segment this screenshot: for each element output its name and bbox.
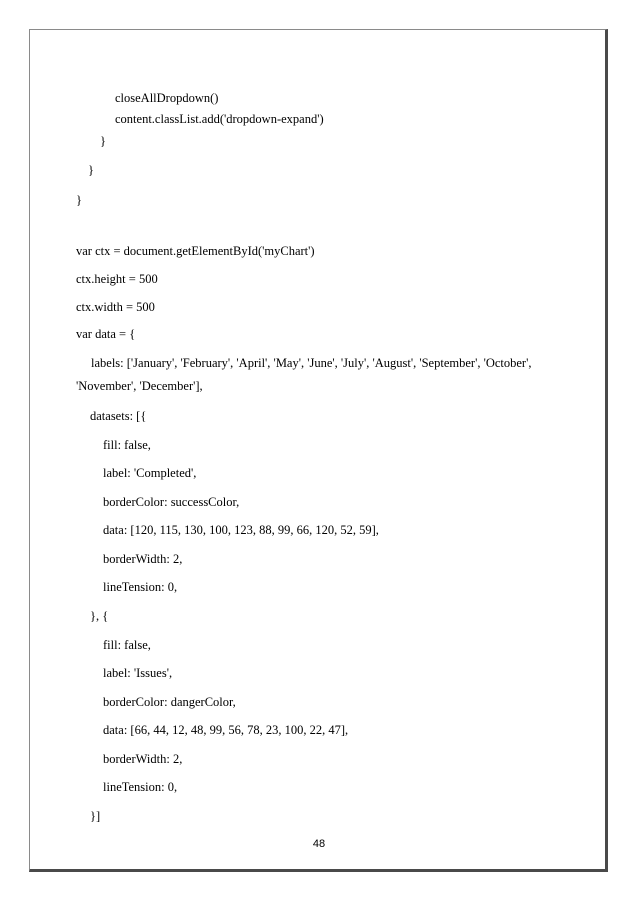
- code-line: data: [66, 44, 12, 48, 99, 56, 78, 23, 100, 22, 47],: [103, 723, 349, 737]
- code-line: fill: false,: [103, 438, 151, 452]
- code-line: borderColor: successColor,: [103, 495, 240, 509]
- code-line: 'November', 'December'],: [76, 379, 203, 393]
- code-line: lineTension: 0,: [103, 580, 178, 594]
- page-number: 48: [312, 838, 326, 850]
- code-line: lineTension: 0,: [103, 780, 178, 794]
- code-line: borderWidth: 2,: [103, 552, 183, 566]
- code-line: }: [76, 193, 82, 207]
- code-line: }, {: [90, 609, 109, 623]
- code-line: borderColor: dangerColor,: [103, 695, 236, 709]
- code-line: data: [120, 115, 130, 100, 123, 88, 99, 66, 120, 52, 59],: [103, 523, 379, 537]
- code-line: ctx.width = 500: [76, 300, 155, 314]
- code-line: fill: false,: [103, 638, 151, 652]
- code-line: }: [88, 163, 94, 177]
- code-line: var ctx = document.getElementById('myChart'): [76, 244, 315, 258]
- code-line: }: [100, 134, 106, 148]
- code-line: ctx.height = 500: [76, 272, 158, 286]
- code-line: content.classList.add('dropdown-expand'): [115, 112, 324, 126]
- code-line: borderWidth: 2,: [103, 752, 183, 766]
- code-line: label: 'Issues',: [103, 666, 173, 680]
- code-line: datasets: [{: [90, 409, 147, 423]
- code-line: label: 'Completed',: [103, 466, 197, 480]
- code-line: labels: ['January', 'February', 'April', 'May', 'June', 'July', 'August', 'September', 'October',: [91, 356, 532, 370]
- code-line: }]: [90, 809, 101, 823]
- code-line: closeAllDropdown(): [115, 91, 219, 105]
- code-line: var data = {: [76, 327, 136, 341]
